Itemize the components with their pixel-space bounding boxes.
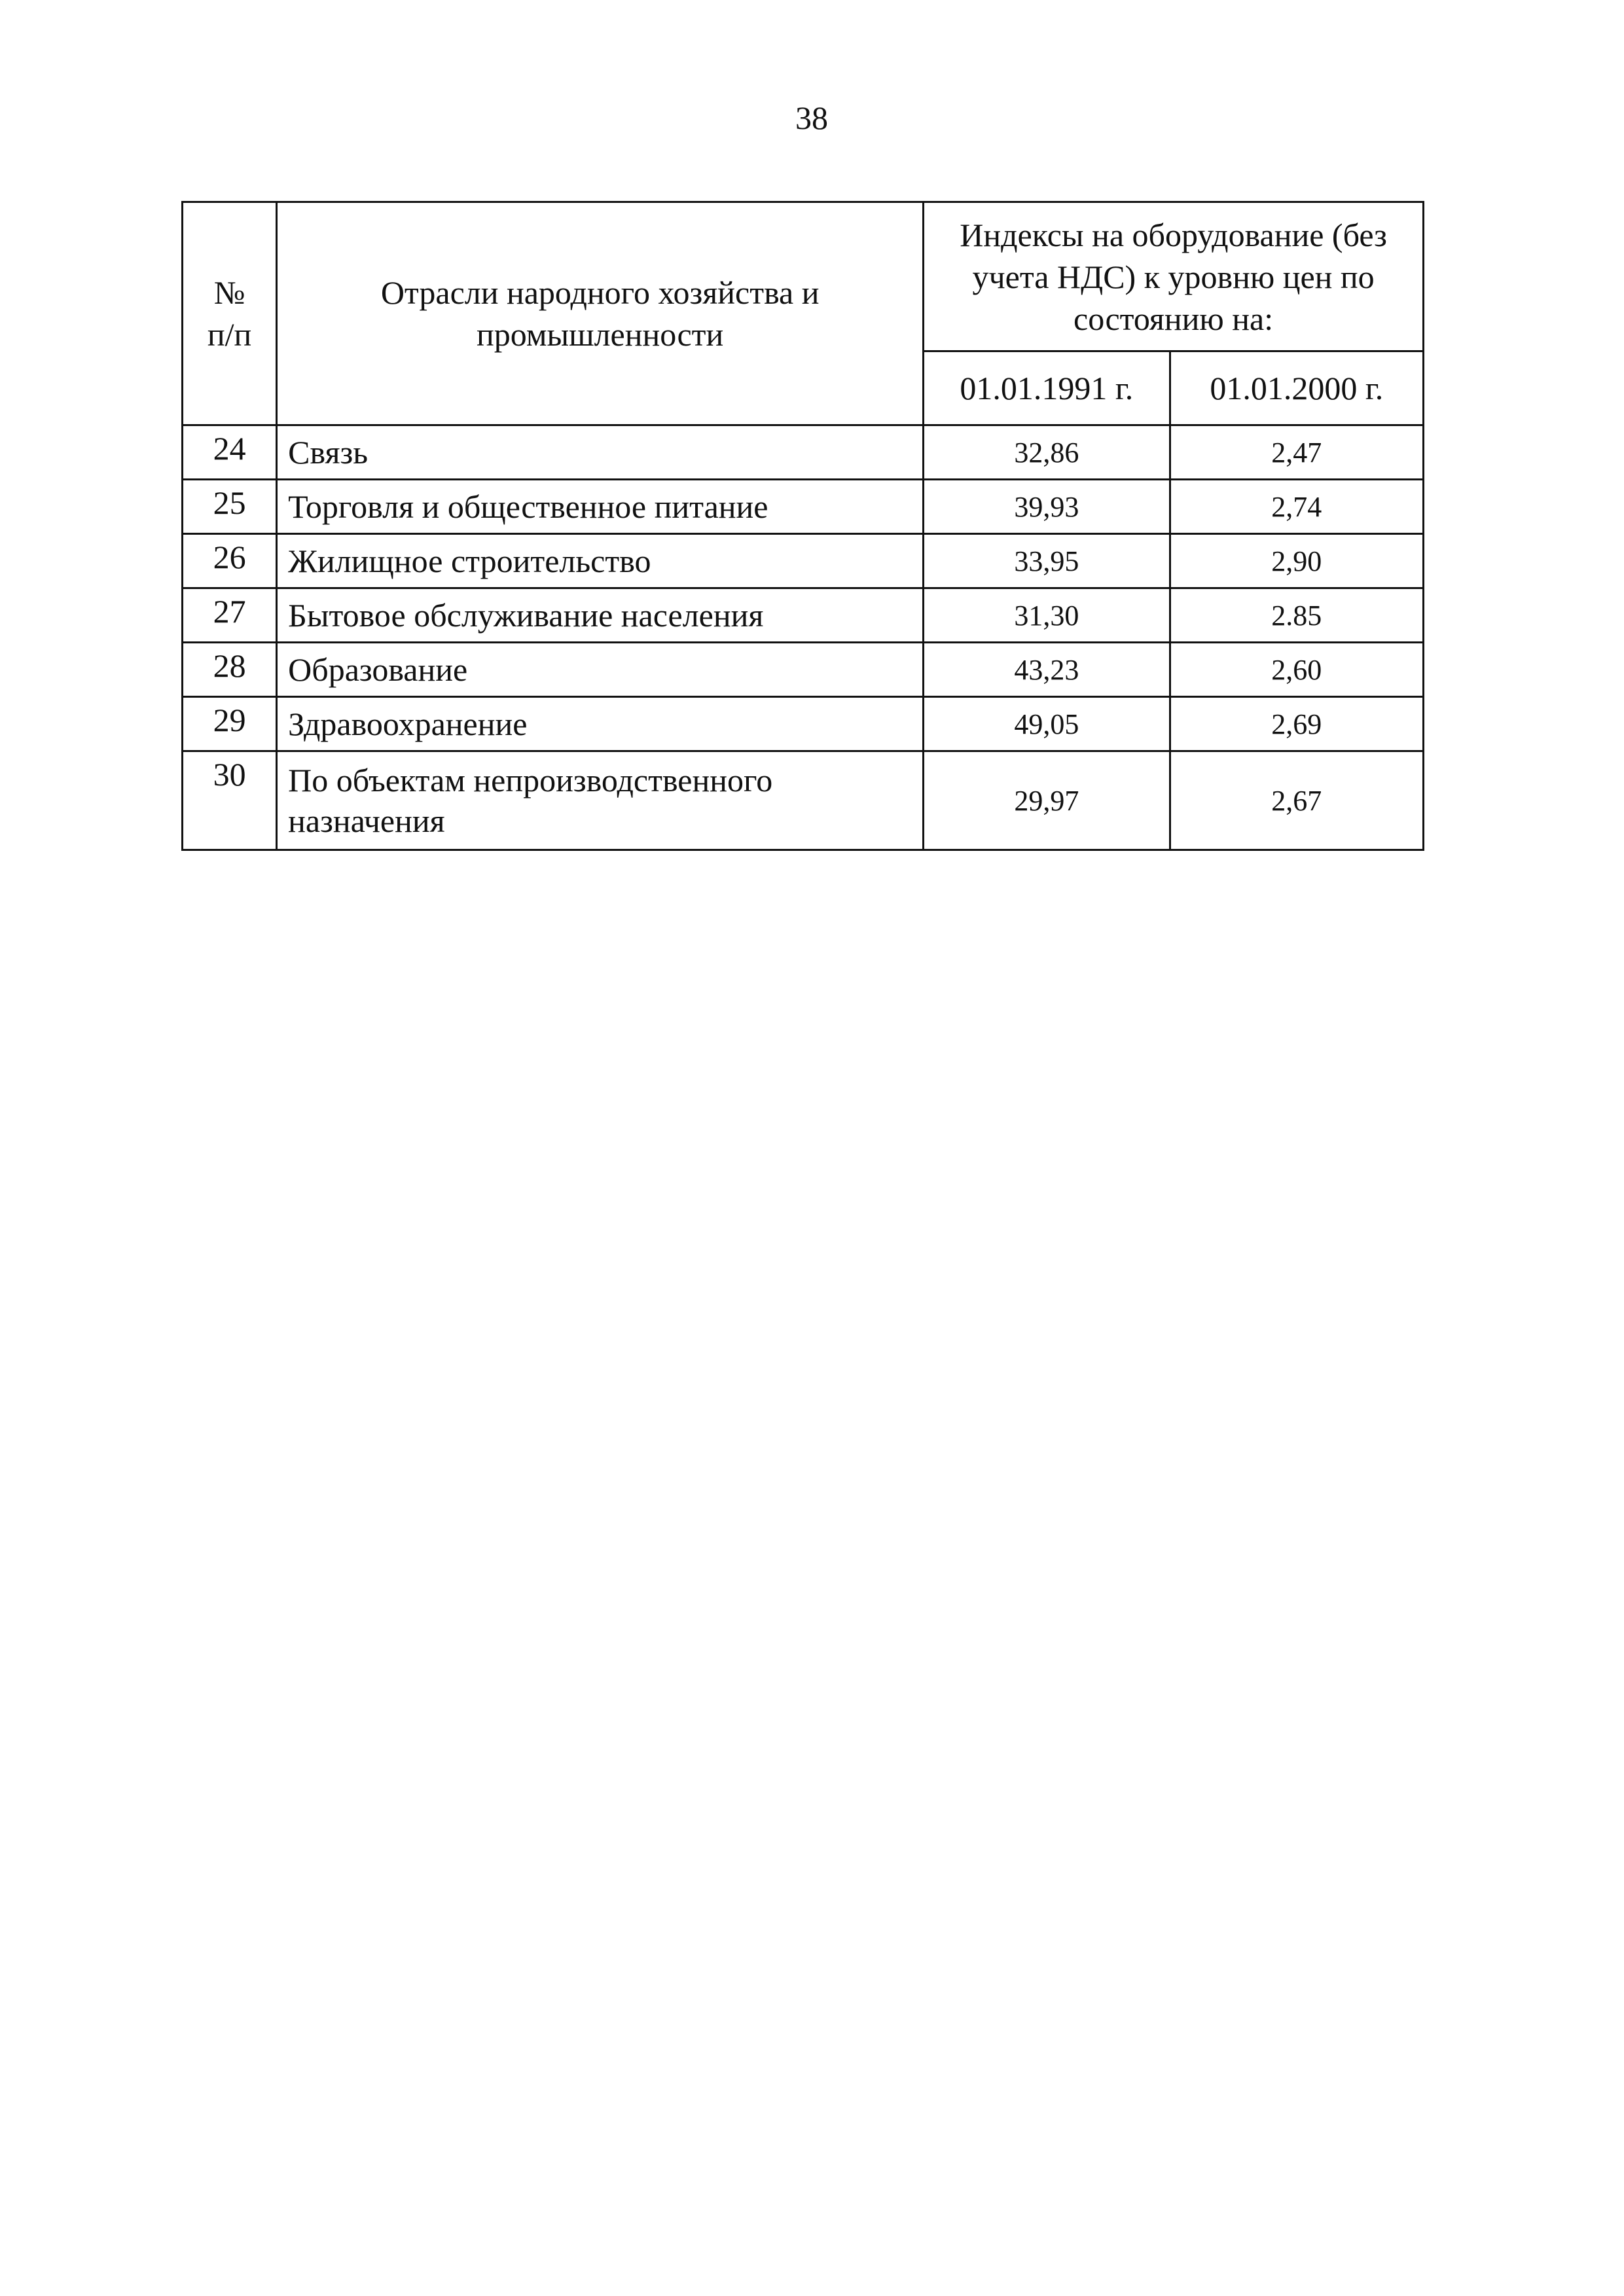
row-value-2000: 2.85 [1170,588,1423,643]
row-number: 29 [183,697,277,751]
row-branch: Здравоохранение [277,697,924,751]
equipment-index-table [181,201,1424,851]
row-value-1991: 32,86 [924,425,1170,480]
table-row [183,643,1424,697]
row-number: 30 [183,751,277,850]
row-value-2000: 2,47 [1170,425,1423,480]
table-row [183,534,1424,588]
row-number: 27 [183,588,277,643]
header-date-2000: 01.01.2000 г. [1170,351,1423,425]
table-row [183,480,1424,534]
row-number: 24 [183,425,277,480]
header-index-group-label: Индексы на оборудование (без учета НДС) к уровню цен по состоянию на: [960,216,1387,337]
header-number-label: № п/п [207,274,252,353]
table-row [183,425,1424,480]
row-value-2000: 2,69 [1170,697,1423,751]
row-branch: Образование [277,643,924,697]
header-branch-label: Отрасли народного хозяйства и промышленности [380,274,820,353]
row-value-1991: 29,97 [924,751,1170,850]
row-value-1991: 31,30 [924,588,1170,643]
row-value-2000: 2,67 [1170,751,1423,850]
row-number: 25 [183,480,277,534]
page-number: 38 [795,99,828,136]
row-value-1991: 39,93 [924,480,1170,534]
row-branch: Жилищное строительство [277,534,924,588]
row-number: 26 [183,534,277,588]
row-value-2000: 2,74 [1170,480,1423,534]
row-value-2000: 2,60 [1170,643,1423,697]
table-row [183,588,1424,643]
header-index-group [924,202,1424,351]
table-row [183,751,1424,850]
row-branch: По объектам непроизводственного назначения [277,751,924,850]
row-value-1991: 33,95 [924,534,1170,588]
table-row [183,697,1424,751]
row-number: 28 [183,643,277,697]
row-value-2000: 2,90 [1170,534,1423,588]
row-branch: Торговля и общественное питание [277,480,924,534]
header-date-1991: 01.01.1991 г. [924,351,1170,425]
row-value-1991: 49,05 [924,697,1170,751]
header-branch [277,202,924,425]
row-branch: Связь [277,425,924,480]
row-value-1991: 43,23 [924,643,1170,697]
header-number [183,202,277,425]
row-branch: Бытовое обслуживание населения [277,588,924,643]
